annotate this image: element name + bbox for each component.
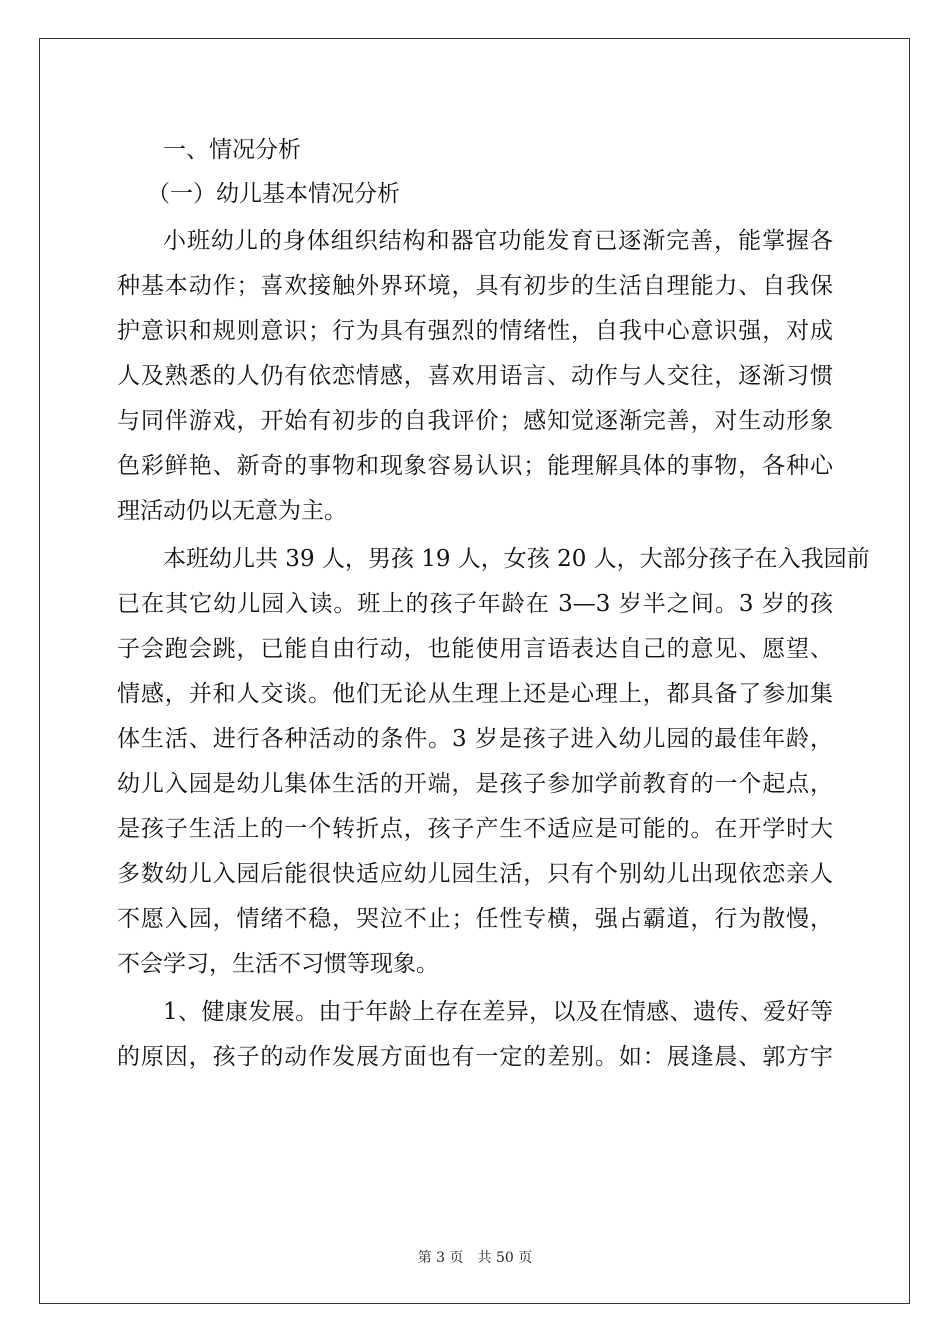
text-line: 人及熟悉的人仍有依恋情感，喜欢用语言、动作与人交往，逐渐习惯 [117,363,833,389]
document-body [117,128,870,1080]
text-line: 护意识和规则意识；行为具有强烈的情绪性，自我中心意识强，对成 [117,318,833,344]
text-line: 多数幼儿入园后能很快适应幼儿园生活，只有个别幼儿出现依恋亲人 [117,861,833,887]
text-line: 小班幼儿的身体组织结构和器官功能发育已逐渐完善，能掌握各 [163,228,833,254]
text-line: 与同伴游戏，开始有初步的自我评价；感知觉逐渐完善，对生动形象 [117,408,833,434]
paragraph-children-overview [117,219,833,534]
section-heading: 一、情况分析 [163,137,301,163]
text-line: 幼儿入园是幼儿集体生活的开端，是孩子参加学前教育的一个起点， [117,771,833,797]
text-line: 理活动仍以无意为主。 [117,498,347,524]
text-line: 色彩鲜艳、新奇的事物和现象容易认识；能理解具体的事物，各种心 [117,453,833,479]
text-line: 不愿入园，情绪不稳，哭泣不止；任性专横，强占霸道，行为散慢， [117,906,833,932]
text-line: 本班幼儿共 39 人，男孩 19 人，女孩 20 人，大部分孩子在入我园前 [163,546,870,572]
text-line: 情感，并和人交谈。他们无论从生理上还是心理上，都具备了参加集 [117,681,833,707]
text-line: 种基本动作；喜欢接触外界环境，具有初步的生活自理能力、自我保 [117,273,833,299]
text-line: 子会跑会跳，已能自由行动，也能使用言语表达自己的意见、愿望、 [117,636,833,662]
text-line: 1、健康发展。由于年龄上存在差异，以及在情感、遗传、爱好等 [163,999,833,1025]
text-line: 体生活、进行各种活动的条件。3 岁是孩子进入幼儿园的最佳年龄， [117,726,833,752]
subsection-heading: （一）幼儿基本情况分析 [147,181,400,207]
paragraph-class-overview [117,537,870,987]
text-line: 已在其它幼儿园入读。班上的孩子年龄在 3—3 岁半之间。3 岁的孩 [117,591,833,617]
text-line: 是孩子生活上的一个转折点，孩子产生不适应是可能的。在开学时大 [117,816,833,842]
paragraph-health-development [117,990,833,1080]
text-line: 不会学习，生活不习惯等现象。 [117,951,439,977]
text-line: 的原因，孩子的动作发展方面也有一定的差别。如：展逢晨、郭方宇 [117,1044,833,1070]
page-number-footer: 第 3 页 共 50 页 [417,1250,533,1266]
